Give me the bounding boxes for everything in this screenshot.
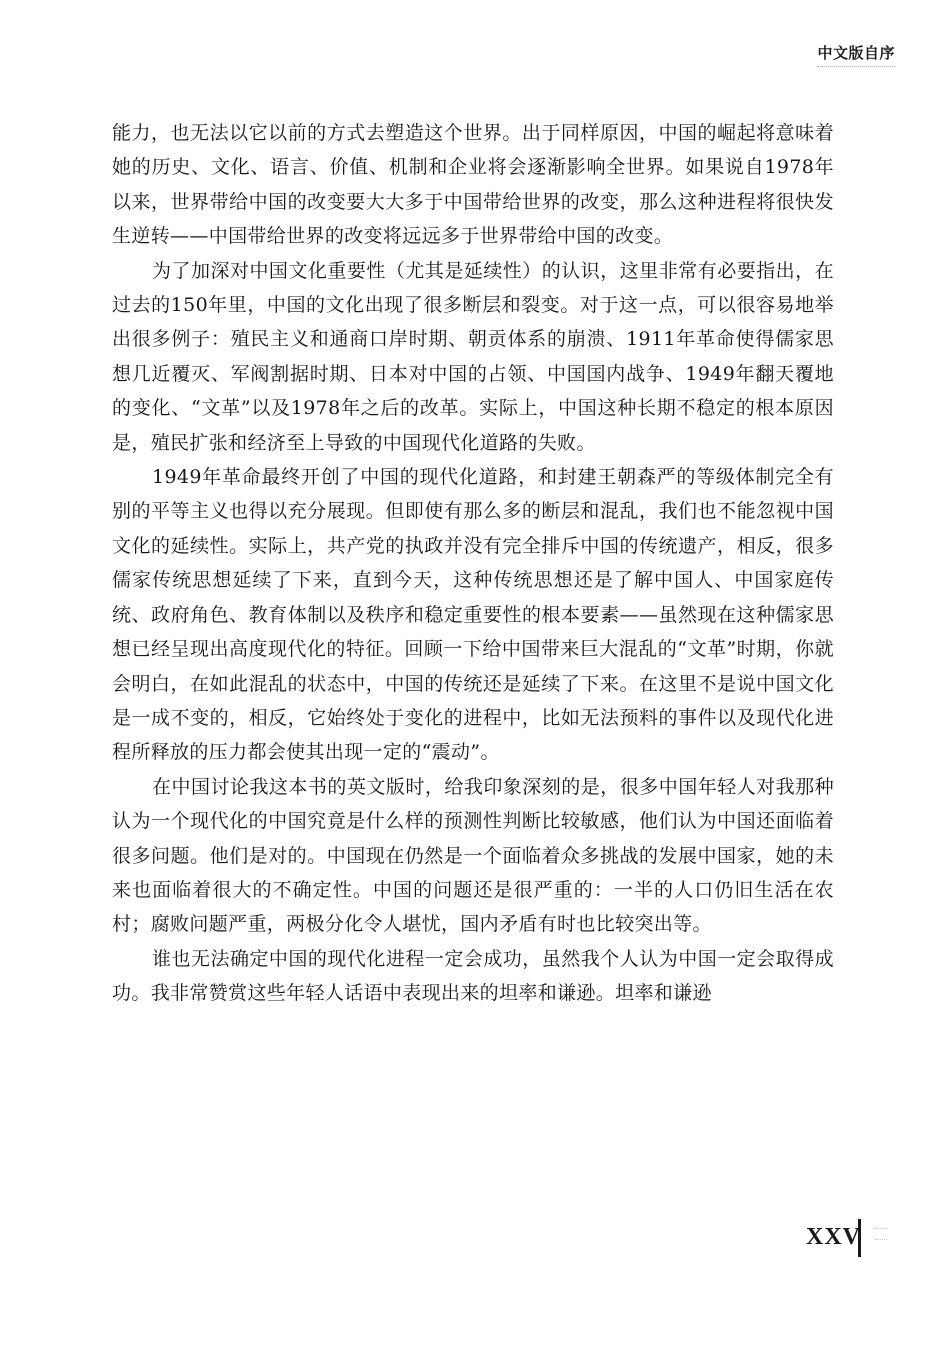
paragraph: 在中国讨论我这本书的英文版时，给我印象深刻的是，很多中国年轻人对我那种认为一个现代化的中国究竟是什么样的预测性判断比较敏感，他们认为中国还面临着很多问题。他们是对的。中国现在仍然是一个面临着众多挑战的发展中国家，她的未来也面临着很大的不确定性。中国的问题还是很严重的：一半的人口仍旧生活在农村；腐败问题严重，两极分化令人堪忧，国内矛盾有时也比较突出等。 xyxy=(112,775,834,936)
scan-artifact xyxy=(875,1228,887,1240)
running-title-rule xyxy=(817,66,895,67)
page-number: XXV xyxy=(806,1224,861,1250)
page-number-rule xyxy=(858,1219,861,1257)
paragraph: 为了加深对中国文化重要性（尤其是延续性）的认识，这里非常有必要指出，在过去的150年里，中国的文化出现了很多断层和裂变。对于这一点，可以很容易地举出很多例子：殖民主义和通商口岸时期、朝贡体系的崩溃、1911年革命使得儒家思想几近覆灭、军阀割据时期、日本对中国的占领、中国国内战争、1949年翻天覆地的变化、“文革”以及1978年之后的改革。实际上，中国这种长期不稳定的根本原因是，殖民扩张和经济至上导致的中国现代化道路的失败。 xyxy=(112,259,834,454)
paragraph: 谁也无法确定中国的现代化进程一定会成功，虽然我个人认为中国一定会取得成功。我非常赞赏这些年轻人话语中表现出来的坦率和谦逊。坦率和谦逊 xyxy=(112,947,834,1005)
paragraph-continued: 能力，也无法以它以前的方式去塑造这个世界。出于同样原因，中国的崛起将意味着她的历史、文化、语言、价值、机制和企业将会逐渐影响全世界。如果说自1978年以来，世界带给中国的改变要大大多于中国带给世界的改变，那么这种进程将很快发生逆转——中国带给世界的改变将远远多于世界带给中国的改变。 xyxy=(112,122,834,248)
paragraph: 1949年革命最终开创了中国的现代化道路，和封建王朝森严的等级体制完全有别的平等主义也得以充分展现。但即使有那么多的断层和混乱，我们也不能忽视中国文化的延续性。实际上，共产党的执政并没有完全排斥中国的传统遗产，相反，很多儒家传统思想延续了下来，直到今天，这种传统思想还是了解中国人、中国家庭传统、政府角色、教育体制以及秩序和稳定重要性的根本要素——虽然现在这种儒家思想已经呈现出高度现代化的特征。回顾一下给中国带来巨大混乱的“文革”时期，你就会明白，在如此混乱的状态中，中国的传统还是延续了下来。在这里不是说中国文化是一成不变的，相反，它始终处于变化的进程中，比如无法预料的事件以及现代化进程所释放的压力都会使其出现一定的“震动”。 xyxy=(112,466,834,764)
running-title: 中文版自序 xyxy=(817,44,895,62)
body-text xyxy=(112,116,834,1011)
